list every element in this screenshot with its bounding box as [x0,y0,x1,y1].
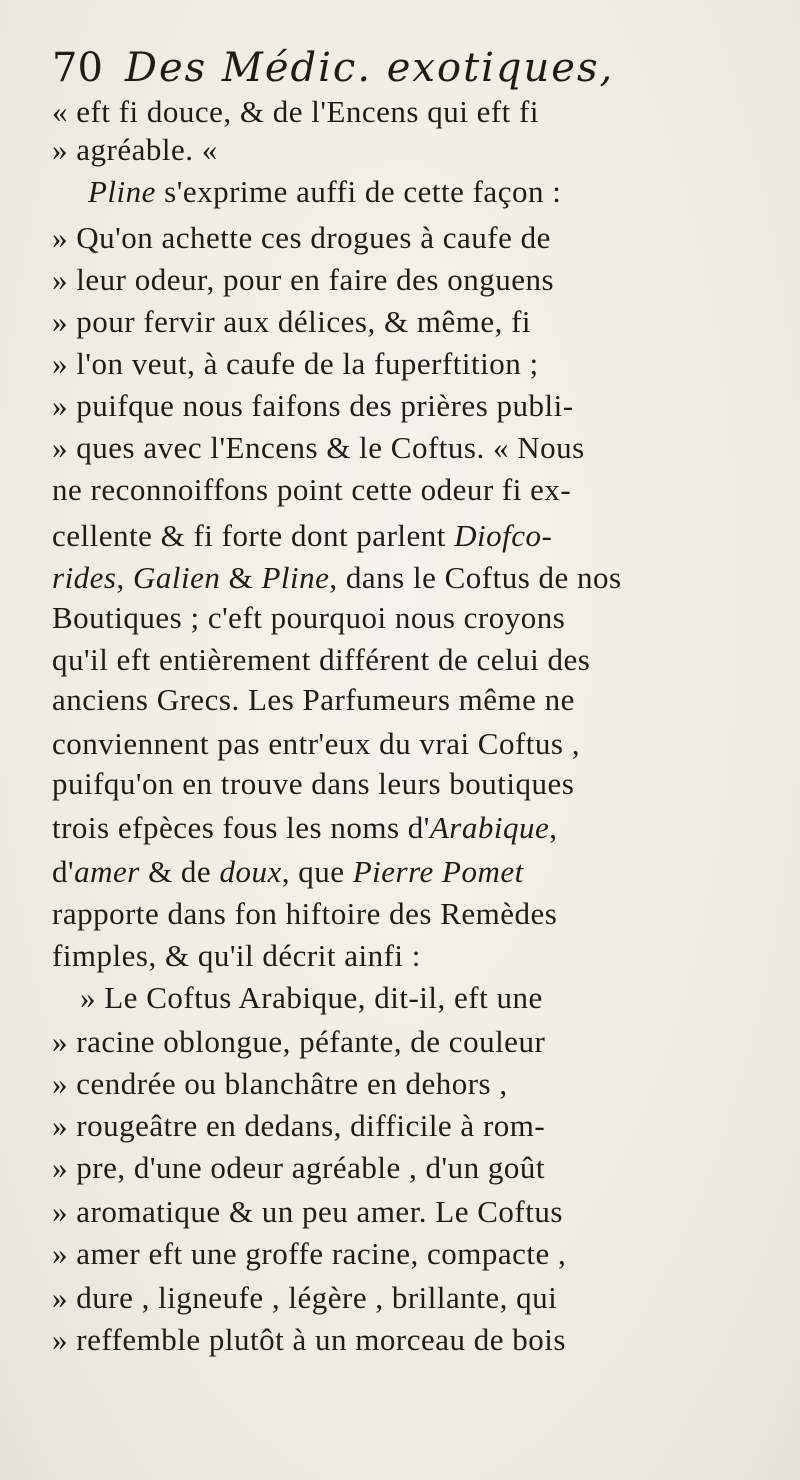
italic-text: amer [74,854,140,889]
text-line [52,470,571,510]
text-run: » leur odeur, pour en faire des onguens [52,262,555,297]
page-number: 70 [52,45,103,91]
text-run: » amer eft une groffe racine, compacte , [52,1236,567,1271]
text-run: » pour fervir aux délices, & même, fi [52,304,532,339]
text-line [52,260,554,300]
italic-text: doux [219,854,282,889]
text-run: , [549,810,558,845]
page-header [52,40,772,96]
italic-text: Pierre Pomet [352,854,524,889]
text-run: fimples, & qu'il décrit ainfi : [52,938,421,973]
text-run: » reffemble plutôt à un morceau de bois [52,1322,566,1357]
text-run: » dure , ligneufe , légère , brillante, qui [52,1280,558,1315]
text-run: » l'on veut, à caufe de la fuperftition ; [52,346,539,381]
text-run: puifqu'on en trouve dans leurs boutiques [52,766,575,801]
italic-text: Galien [133,560,221,595]
text-line [52,344,539,384]
text-line [52,218,551,258]
text-run: » agréable. « [52,132,218,167]
text-line [52,1064,508,1104]
text-run: , [116,560,133,595]
text-run: » rougeâtre en dedans, difficile à rom- [52,1108,546,1143]
text-run: Boutiques ; c'eft pourquoi nous croyons [52,600,566,635]
text-run: » cendrée ou blanchâtre en dehors , [52,1066,508,1101]
text-line [52,598,565,638]
text-line [52,92,539,132]
text-run: anciens Grecs. Les Parfumeurs même ne [52,682,575,717]
italic-text: Diofco- [454,518,553,553]
text-run: & [220,560,262,595]
text-run: » ques avec l'Encens & le Coftus. « Nous [52,430,585,465]
text-run: » aromatique & un peu amer. Le Coftus [52,1194,563,1229]
text-line [88,172,561,212]
text-run: » Le Coftus Arabique, dit-il, eft une [80,980,543,1015]
text-line [52,724,580,764]
text-line [52,764,574,804]
italic-text: Pline [88,174,156,209]
text-run: » puifque nous faifons des prières publi- [52,388,574,423]
text-run: s'exprime auffi de cette façon : [155,174,562,209]
text-run: & de [139,854,220,889]
text-line [52,936,421,976]
text-line [52,130,218,170]
text-line [52,302,531,342]
text-line [52,1022,545,1062]
text-run: » Qu'on achette ces drogues à caufe de [52,220,551,255]
text-line [52,640,590,680]
text-line [52,1234,566,1274]
italic-text: Pline [261,560,330,595]
text-line [52,386,574,426]
text-line [52,558,622,598]
text-line [52,1320,566,1360]
text-run: d' [52,854,75,889]
text-run: qu'il eft entièrement différent de celui des [52,642,591,677]
text-run: » pre, d'une odeur agréable , d'un goût [52,1150,545,1185]
text-run: » racine oblongue, péfante, de couleur [52,1024,546,1059]
text-run: ne reconnoiffons point cette odeur fi ex- [52,472,572,507]
running-title: Des Médic. exotiques, [124,45,615,91]
text-line [80,978,543,1018]
text-run: , que [281,854,353,889]
text-line [52,1148,545,1188]
italic-text: Arabique [429,810,550,845]
text-line [52,1192,563,1232]
text-line [52,808,558,848]
text-run: trois efpèces fous les noms d' [52,810,430,845]
text-run: cellente & fi forte dont parlent [52,518,455,553]
text-line [52,1278,557,1318]
text-run: rapporte dans fon hiftoire des Remèdes [52,896,558,931]
text-line [52,852,524,892]
text-line [52,1106,545,1146]
text-line [52,680,575,720]
text-run: conviennent pas entr'eux du vrai Coftus , [52,726,580,761]
italic-text: rides [52,560,117,595]
text-line [52,516,552,556]
text-run: « eft fi douce, & de l'Encens qui eft fi [52,94,539,129]
text-line [52,428,585,468]
text-line [52,894,557,934]
text-run: , dans le Coftus de nos [329,560,622,595]
